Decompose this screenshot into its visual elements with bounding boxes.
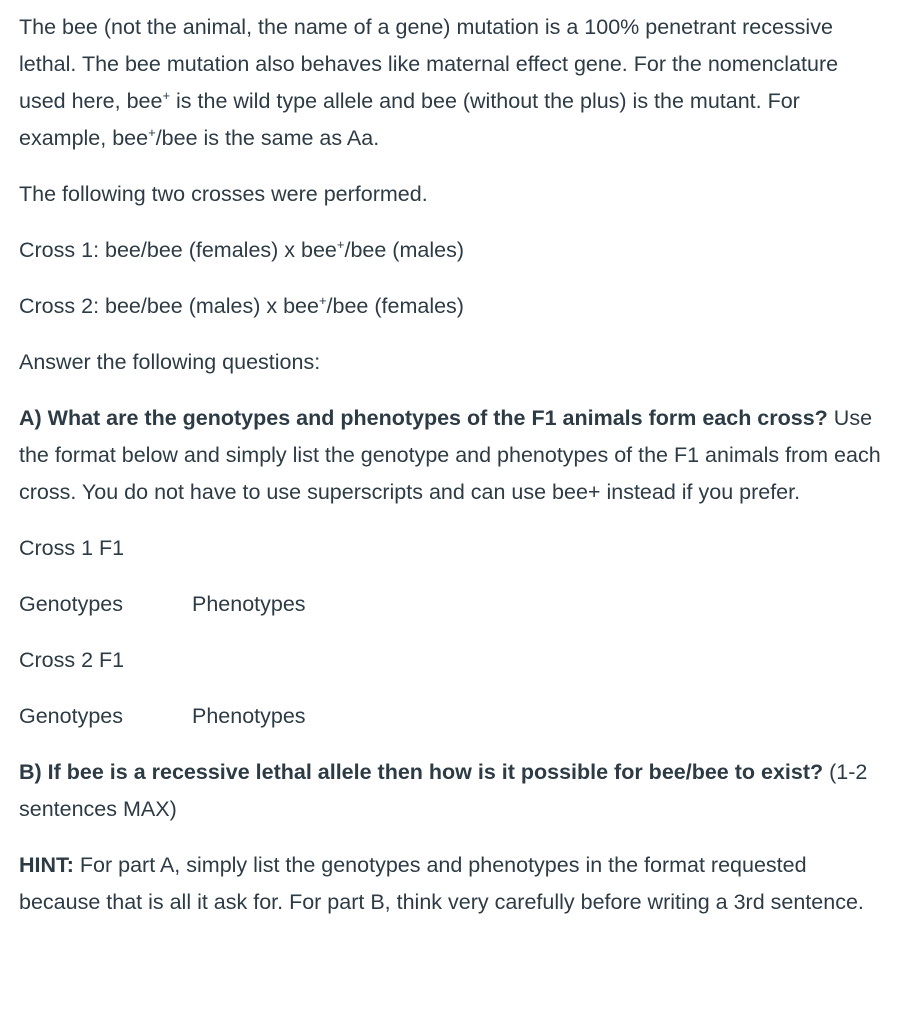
question-a-text: Use the format below and simply list the genotype and phenotypes of the F1 animals from each cross. You do not have to use superscripts and can use bee+ instead if you prefer. <box>19 406 881 504</box>
cross-1-line <box>19 232 889 269</box>
cross-1-genotypes-label: Genotypes <box>19 592 123 616</box>
question-b-text: (1-2 sentences MAX) <box>19 760 868 821</box>
crosses-intro: The following two crosses were performed. <box>19 182 428 206</box>
cross-2-line <box>19 288 889 325</box>
cross-1-phenotypes-label: Phenotypes <box>192 592 306 616</box>
cross-2-genotypes-label: Genotypes <box>19 704 123 728</box>
cross-1-f1-label: Cross 1 F1 <box>19 536 125 560</box>
question-b <box>19 754 889 828</box>
cross-1-pre: Cross 1: bee/bee (females) x bee <box>19 238 337 262</box>
cross-2-f1-label: Cross 2 F1 <box>19 648 125 672</box>
hint-paragraph <box>19 847 889 921</box>
cross-2-post: /bee (females) <box>326 294 464 318</box>
intro-paragraph <box>19 9 889 157</box>
wild-type-superscript: + <box>162 88 171 103</box>
cross-2-format-row <box>19 698 889 735</box>
cross-1-post: /bee (males) <box>344 238 464 262</box>
cross-2-superscript: + <box>318 293 327 308</box>
cross-1-superscript: + <box>336 237 345 252</box>
example-superscript: + <box>148 125 156 140</box>
intro-text-2: is the wild type allele and bee (without the plus) is the mutant. For example, bee <box>19 89 800 150</box>
cross-1-format-row <box>19 586 889 623</box>
answer-prompt: Answer the following questions: <box>19 350 321 374</box>
intro-text-3: /bee is the same as Aa. <box>155 126 380 150</box>
hint-label: HINT: <box>19 853 74 877</box>
hint-text: For part A, simply list the genotypes and phenotypes in the format requested because that is all it ask for. For part B, think very carefully before writing a 3rd sentence. <box>19 853 864 914</box>
intro-text-1: The bee (not the animal, the name of a gene) mutation is a 100% penetrant recessive lethal. The bee mutation also behaves like maternal effect gene. For the nomenclature used here, bee <box>19 15 839 113</box>
question-a <box>19 400 889 511</box>
cross-2-phenotypes-label: Phenotypes <box>192 704 306 728</box>
question-b-heading: B) If bee is a recessive lethal allele then how is it possible for bee/bee to exist? <box>19 760 824 784</box>
question-a-heading: A) What are the genotypes and phenotypes of the F1 animals form each cross? <box>19 406 828 430</box>
cross-2-pre: Cross 2: bee/bee (males) x bee <box>19 294 319 318</box>
